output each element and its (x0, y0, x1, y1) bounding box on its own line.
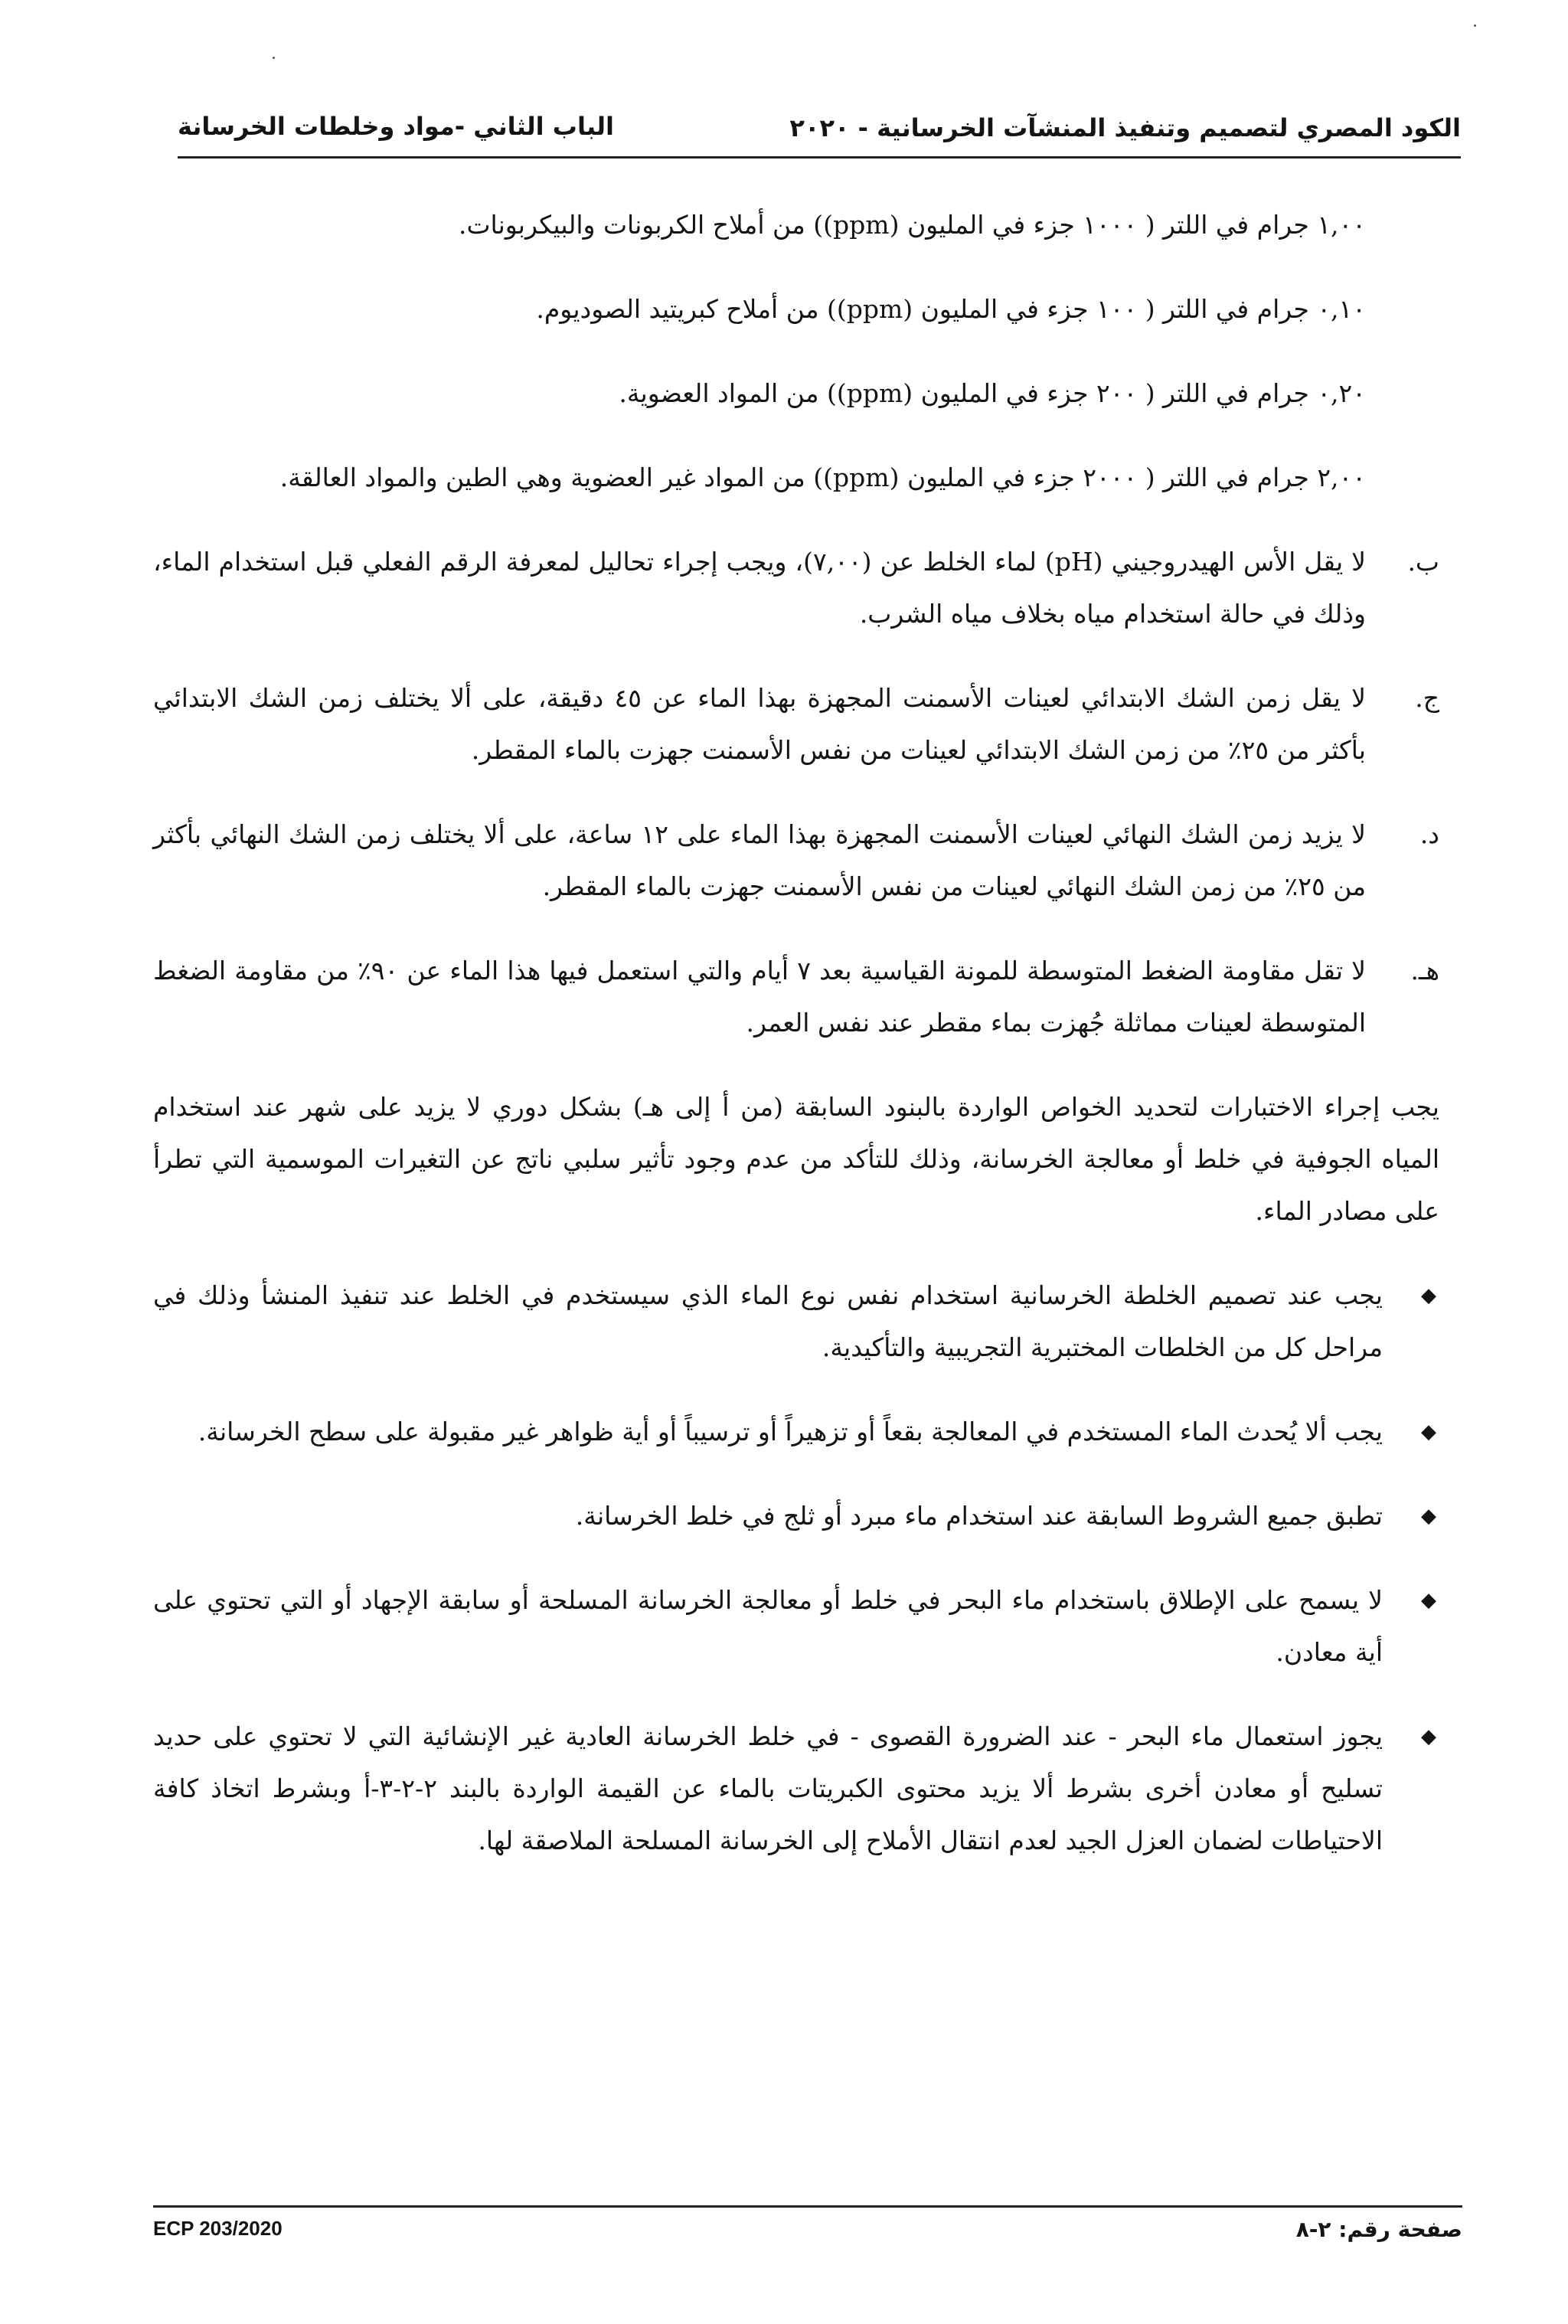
diamond-bullet-icon: ◆ (1421, 1505, 1436, 1528)
clause-marker: هـ. (1410, 956, 1439, 985)
bullet-item (153, 1574, 1439, 1678)
diamond-bullet-icon: ◆ (1421, 1284, 1436, 1307)
bullet-text: يجب عند تصميم الخلطة الخرسانية استخدام نفس نوع الماء الذي سيستخدم في الخلط عند تنفيذ المنشأ وذلك في مراحل كل من الخلطات المختبرية التجريبية والتأكيدية. (153, 1280, 1383, 1362)
clause-marker: د. (1419, 819, 1439, 849)
testing-paragraph: يجب إجراء الاختبارات لتحديد الخواص الواردة بالبنود السابقة (من أ إلى هـ) بشكل دوري لا يزيد على شهر عند استخدام المياه الجوفية في خلط أو معالجة الخرسانة، وذلك للتأكد من عدم وجود تأثير سلبي ناتج عن التغيرات الموسمية التي تطرأ على مصادر الماء. (153, 1092, 1439, 1226)
header-chapter-title: الباب الثاني -مواد وخلطات الخرسانة (178, 112, 614, 141)
clause-marker: ج. (1415, 683, 1439, 713)
header-code-title: الكود المصري لتصميم وتنفيذ المنشآت الخرسانية - ٢٠٢٠ (789, 113, 1461, 142)
diamond-bullet-icon: ◆ (1421, 1420, 1436, 1443)
bullet-item (153, 1490, 1439, 1542)
clause-text: لا يزيد زمن الشك النهائي لعينات الأسمنت المجهزة بهذا الماء على ١٢ ساعة، على ألا يختلف زمن الشك النهائي بأكثر من ٢٥٪ من زمن الشك النهائي لعينات من نفس الأسمنت جهزت بالماء المقطر. (153, 819, 1366, 901)
bullet-item (153, 1270, 1439, 1374)
clause-text: لا تقل مقاومة الضغط المتوسطة للمونة القياسية بعد ٧ أيام والتي استعمل فيها هذا الماء عن ٩٠٪ من مقاومة الضغط المتوسطة لعينات مماثلة جُهزت بماء مقطر عند نفس العمر. (153, 956, 1366, 1038)
clause-b (153, 536, 1439, 640)
clause-text: لا يقل زمن الشك الابتدائي لعينات الأسمنت المجهزة بهذا الماء عن ٤٥ دقيقة، على ألا يختلف زمن الشك الابتدائي بأكثر من ٢٥٪ من زمن الشك الابتدائي لعينات من نفس الأسمنت جهزت بالماء المقطر. (153, 683, 1366, 765)
clause-j (153, 672, 1439, 776)
bullet-text: تطبق جميع الشروط السابقة عند استخدام ماء مبرد أو ثلج في خلط الخرسانة. (575, 1501, 1383, 1531)
amount-limit-organic: ٠,٢٠ جرام في اللتر ( ٢٠٠ جزء في المليون (ppm)) من المواد العضوية. (619, 378, 1366, 408)
diamond-bullet-icon: ◆ (1421, 1725, 1436, 1748)
amount-limit-carbonates: ١,٠٠ جرام في اللتر ( ١٠٠٠ جزء في المليون (ppm)) من أملاح الكربونات والبيكربونات. (458, 210, 1366, 240)
bullet-item (153, 1406, 1439, 1458)
page-content (153, 199, 1439, 1899)
page-footer (153, 2205, 1462, 2242)
amount-limit-sulfide: ٠,١٠ جرام في اللتر ( ١٠٠ جزء في المليون (ppm)) من أملاح كبريتيد الصوديوم. (536, 294, 1366, 324)
bullet-item (153, 1711, 1439, 1867)
bullet-text: لا يسمح على الإطلاق باستخدام ماء البحر في خلط أو معالجة الخرسانة المسلحة أو سابقة الإجهاد أو التي تحتوي على أية معادن. (153, 1585, 1383, 1667)
clause-d (153, 809, 1439, 913)
clause-h (153, 945, 1439, 1049)
footer-code: ECP 203/2020 (153, 2217, 283, 2240)
bullet-text: يجوز استعمال ماء البحر - عند الضرورة القصوى - في خلط الخرسانة العادية غير الإنشائية التي لا تحتوي على حديد تسليح أو معادن أخرى بشرط ألا يزيد محتوى الكبريتات بالماء عن القيمة الواردة بالبند ٢-٢-٣-أ وبشرط اتخاذ كافة الاحتياطات لضمان العزل الجيد لعدم انتقال الأملاح إلى الخرسانة المسلحة الملاصقة لها. (153, 1721, 1383, 1855)
clause-marker: ب. (1407, 547, 1439, 577)
page-header (178, 109, 1461, 159)
diamond-bullet-icon: ◆ (1421, 1589, 1436, 1612)
footer-page-number: صفحة رقم: ٢-٨ (1295, 2217, 1462, 2242)
bullet-text: يجب ألا يُحدث الماء المستخدم في المعالجة بقعاً أو تزهيراً أو ترسيباً أو أية ظواهر غير مقبولة على سطح الخرسانة. (198, 1417, 1383, 1446)
clause-text: لا يقل الأس الهيدروجيني (pH) لماء الخلط عن (٧,٠٠)، ويجب إجراء تحاليل لمعرفة الرقم الفعلي قبل استخدام الماء، وذلك في حالة استخدام مياه بخلاف مياه الشرب. (153, 547, 1366, 629)
scan-speck (273, 57, 275, 59)
scan-speck (1474, 25, 1476, 27)
amount-limit-inorganic: ٢,٠٠ جرام في اللتر ( ٢٠٠٠ جزء في المليون (ppm)) من المواد غير العضوية وهي الطين والمواد العالقة. (279, 463, 1366, 492)
